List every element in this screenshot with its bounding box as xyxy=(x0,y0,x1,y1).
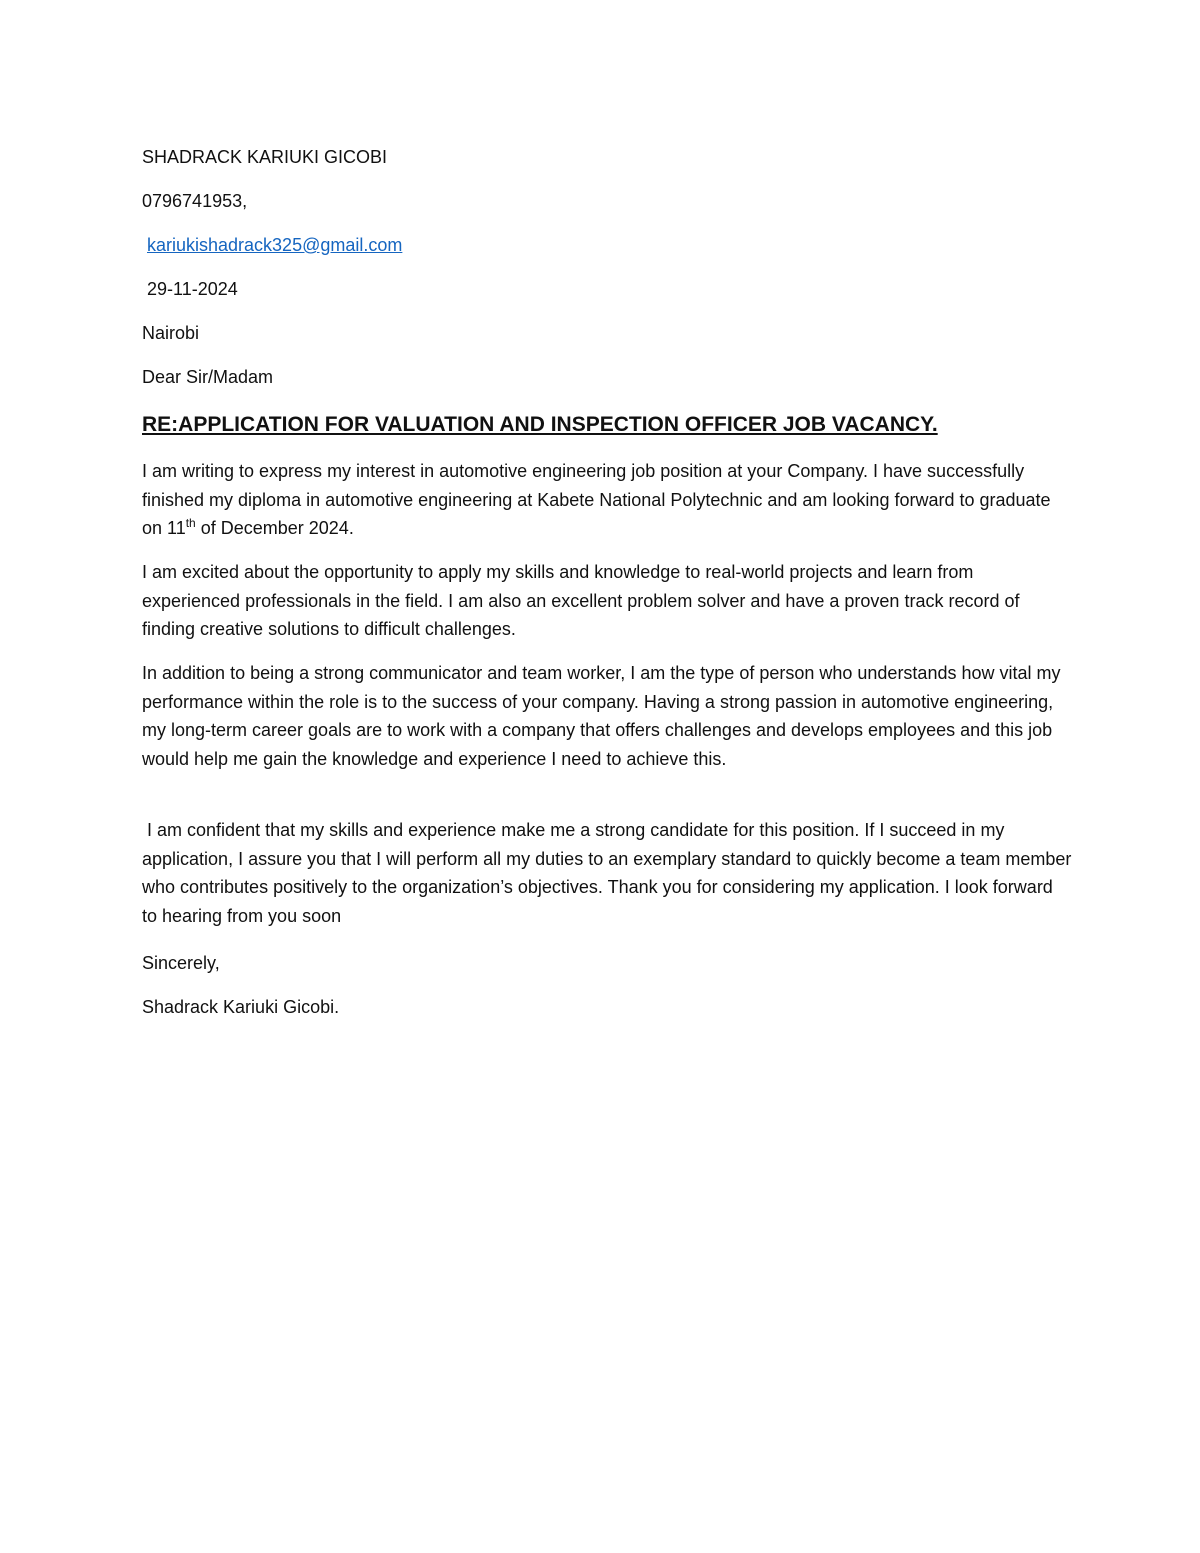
paragraph-intro-end: of December 2024. xyxy=(195,518,354,539)
sender-location: Nairobi xyxy=(142,323,200,343)
salutation: Dear Sir/Madam xyxy=(142,367,274,387)
paragraph-qualities: In addition to being a strong communicator and team worker, I am the type of person who understands how vital my performance within the role is to the success of your company. Having a strong passion in automotive engineering, my long-term career goals are to work with a company that offers challenges and develops employees and this job would help me gain the knowledge and experience I need to achieve this. xyxy=(142,663,1061,769)
sender-phone: 0796741953, xyxy=(142,191,248,211)
letter-date: 29-11-2024 xyxy=(147,279,238,299)
sender-email-wrapper xyxy=(147,234,402,256)
signature-name: Shadrack Kariuki Gicobi. xyxy=(142,997,340,1017)
paragraph-motivation: I am excited about the opportunity to apply my skills and knowledge to real-world projects and learn from experienced professionals in the field. I am also an excellent problem solver and have a proven track record of finding creative solutions to difficult challenges. xyxy=(142,562,1020,640)
subject-line: RE:APPLICATION FOR VALUATION AND INSPECTION OFFICER JOB VACANCY. xyxy=(142,413,938,436)
valediction: Sincerely, xyxy=(142,953,220,973)
paragraph-intro-text: I am writing to express my interest in automotive engineering job position at your Company. I have successfully finished my diploma in automotive engineering at Kabete National Polytechnic and am looking forward to graduate on 11 xyxy=(142,461,1051,539)
sender-email-link[interactable]: kariukishadrack325@gmail.com xyxy=(147,235,403,255)
paragraph-closing: I am confident that my skills and experience make me a strong candidate for this position. If I succeed in my application, I assure you that I will perform all my duties to an exemplary standard to quickly become a team member who contributes positively to the organization’s objectives. Thank you for considering my application. I look forward to hearing from you soon xyxy=(142,820,1077,926)
paragraph-intro xyxy=(142,457,1072,543)
sender-name: SHADRACK KARIUKI GICOBI xyxy=(142,147,388,167)
ordinal-suffix: th xyxy=(185,516,196,531)
